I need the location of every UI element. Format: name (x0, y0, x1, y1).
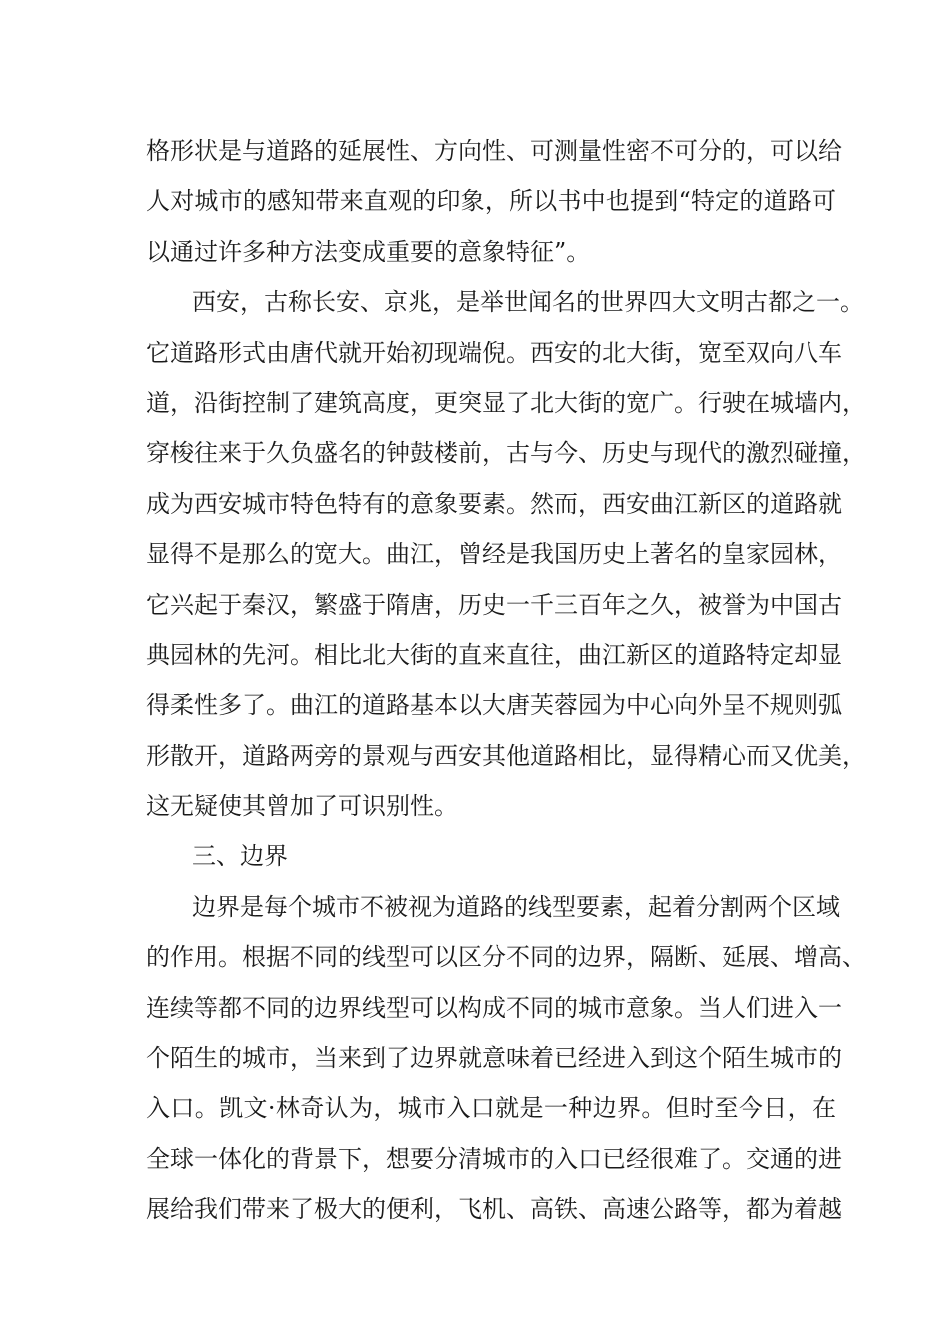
text-line: 它道路形式由唐代就开始初现端倪。西安的北大街，宽至双向八车 (146, 338, 842, 367)
text-line: 它兴起于秦汉，繁盛于隋唐，历史一千三百年之久，被誉为中国古 (146, 590, 842, 619)
text-line: 全球一体化的背景下，想要分清城市的入口已经很难了。交通的进 (146, 1144, 842, 1173)
text-line: 人对城市的感知带来直观的印象，所以书中也提到“特定的道路可 (146, 187, 836, 216)
text-line: 西安，古称长安、京兆，是举世闻名的世界四大文明古都之一。 (192, 288, 864, 317)
text-line: 连续等都不同的边界线型可以构成不同的城市意象。当人们进入一 (146, 993, 842, 1022)
text-line: 典园林的先河。相比北大街的直来直往，曲江新区的道路特定却显 (146, 640, 842, 669)
text-line: 形散开，道路两旁的景观与西安其他道路相比，显得精心而又优美， (146, 741, 866, 770)
text-line: 展给我们带来了极大的便利，飞机、高铁、高速公路等，都为着越 (146, 1195, 842, 1224)
text-line: 这无疑使其曾加了可识别性。 (146, 792, 458, 821)
text-line: 道，沿街控制了建筑高度，更突显了北大街的宽广。行驶在城墙内， (146, 388, 866, 417)
body-text (146, 126, 866, 1235)
text-line: 个陌生的城市，当来到了边界就意味着已经进入到这个陌生城市的 (146, 1044, 842, 1073)
text-line: 的作用。根据不同的线型可以区分不同的边界，隔断、延展、增高、 (146, 943, 866, 972)
text-line: 穿梭往来于久负盛名的钟鼓楼前，古与今、历史与现代的激烈碰撞， (146, 439, 866, 468)
text-line: 得柔性多了。曲江的道路基本以大唐芙蓉园为中心向外呈不规则弧 (146, 691, 842, 720)
section-heading: 三、边界 (192, 842, 288, 871)
text-line: 边界是每个城市不被视为道路的线型要素，起着分割两个区域 (192, 892, 840, 921)
text-line: 格形状是与道路的延展性、方向性、可测量性密不可分的，可以给 (146, 137, 842, 165)
text-line: 显得不是那么的宽大。曲江，曾经是我国历史上著名的皇家园林， (146, 540, 842, 569)
text-line: 入口。凯文·林奇认为，城市入口就是一种边界。但时至今日，在 (146, 1094, 836, 1123)
text-line: 成为西安城市特色特有的意象要素。然而，西安曲江新区的道路就 (146, 489, 842, 518)
text-line: 以通过许多种方法变成重要的意象特征”。 (146, 237, 591, 266)
